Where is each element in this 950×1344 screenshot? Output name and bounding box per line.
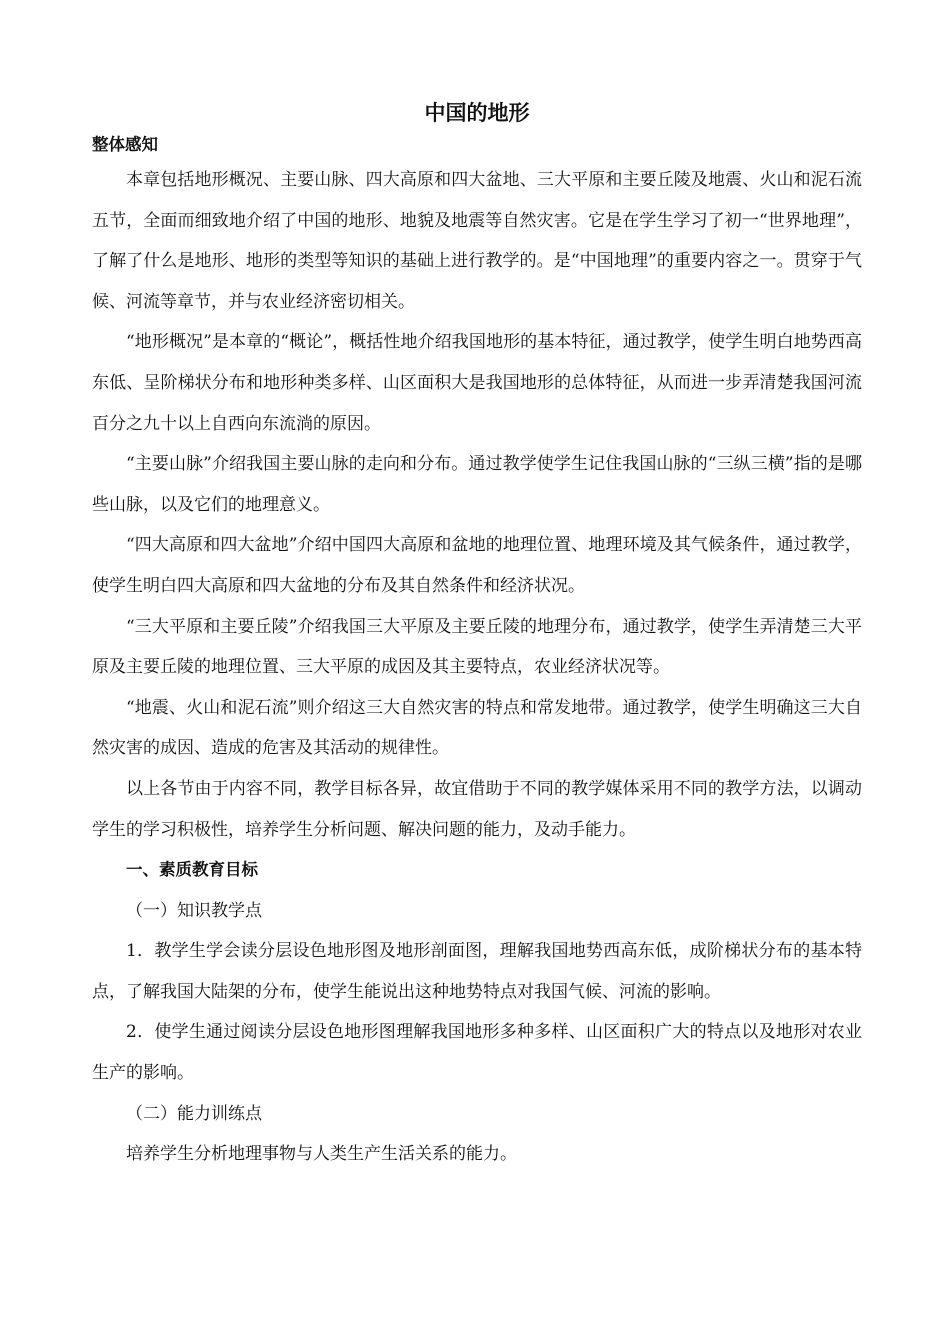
intro-paragraph: “地形概况”是本章的“概论”，概括性地介绍我国地形的基本特征，通过教学，使学生明白地势西高东低、呈阶梯状分布和地形种类多样、山区面积大是我国地形的总体特征，从而进一步弄清楚我国河流百分之九十以上自西向东流淌的原因。 xyxy=(92,332,862,434)
ability-text: 培养学生分析地理事物与人类生产生活关系的能力。 xyxy=(126,1144,517,1165)
document-title: 中国的地形 xyxy=(424,101,530,125)
intro-paragraph: “三大平原和主要丘陵”介绍我国三大平原及主要丘陵的地理分布，通过教学，使学生弄清楚三大平原及主要丘陵的地理位置、三大平原的成因及其主要特点，农业经济状况等。 xyxy=(92,616,862,678)
document-content xyxy=(92,96,862,1175)
intro-paragraph: “地震、火山和泥石流”则介绍这三大自然灾害的特点和常发地带。通过教学，使学生明确这三大自然灾害的成因、造成的危害及其活动的规律性。 xyxy=(92,697,862,759)
intro-paragraph: 以上各节由于内容不同，教学目标各异，故宜借助于不同的教学媒体采用不同的教学方法，以调动学生的学习积极性，培养学生分析问题、解决问题的能力，及动手能力。 xyxy=(92,778,862,840)
intro-paragraph: 本章包括地形概况、主要山脉、四大高原和四大盆地、三大平原和主要丘陵及地震、火山和泥石流五节，全面而细致地介绍了中国的地形、地貌及地震等自然灾害。它是在学生学习了初一“世界地理”，了解了什么是地形、地形的类型等知识的基础上进行教学的。是“中国地理”的重要内容之一。贯穿于气候、河流等章节，并与农业经济密切相关。 xyxy=(92,170,862,312)
goal-heading: 一、素质教育目标 xyxy=(126,860,258,880)
knowledge-heading: （一）知识教学点 xyxy=(126,900,262,921)
intro-paragraph: “主要山脉”介绍我国主要山脉的走向和分布。通过教学使学生记住我国山脉的“三纵三横”指的是哪些山脉，以及它们的地理意义。 xyxy=(92,454,862,515)
knowledge-point: 1．教学生学会读分层设色地形图及地形剖面图，理解我国地势西高东低，成阶梯状分布的基本特点，了解我国大陆架的分布，使学生能说出这种地势特点对我国气候、河流的影响。 xyxy=(92,941,862,1002)
ability-heading: （二）能力训练点 xyxy=(126,1103,262,1124)
knowledge-point: 2．使学生通过阅读分层设色地形图理解我国地形多种多样、山区面积广大的特点以及地形对农业生产的影响。 xyxy=(92,1022,862,1084)
section-heading: 整体感知 xyxy=(92,135,158,154)
intro-paragraph: “四大高原和四大盆地”介绍中国四大高原和盆地的地理位置、地理环境及其气候条件，通过教学，使学生明白四大高原和四大盆地的分布及其自然条件和经济状况。 xyxy=(92,535,862,596)
